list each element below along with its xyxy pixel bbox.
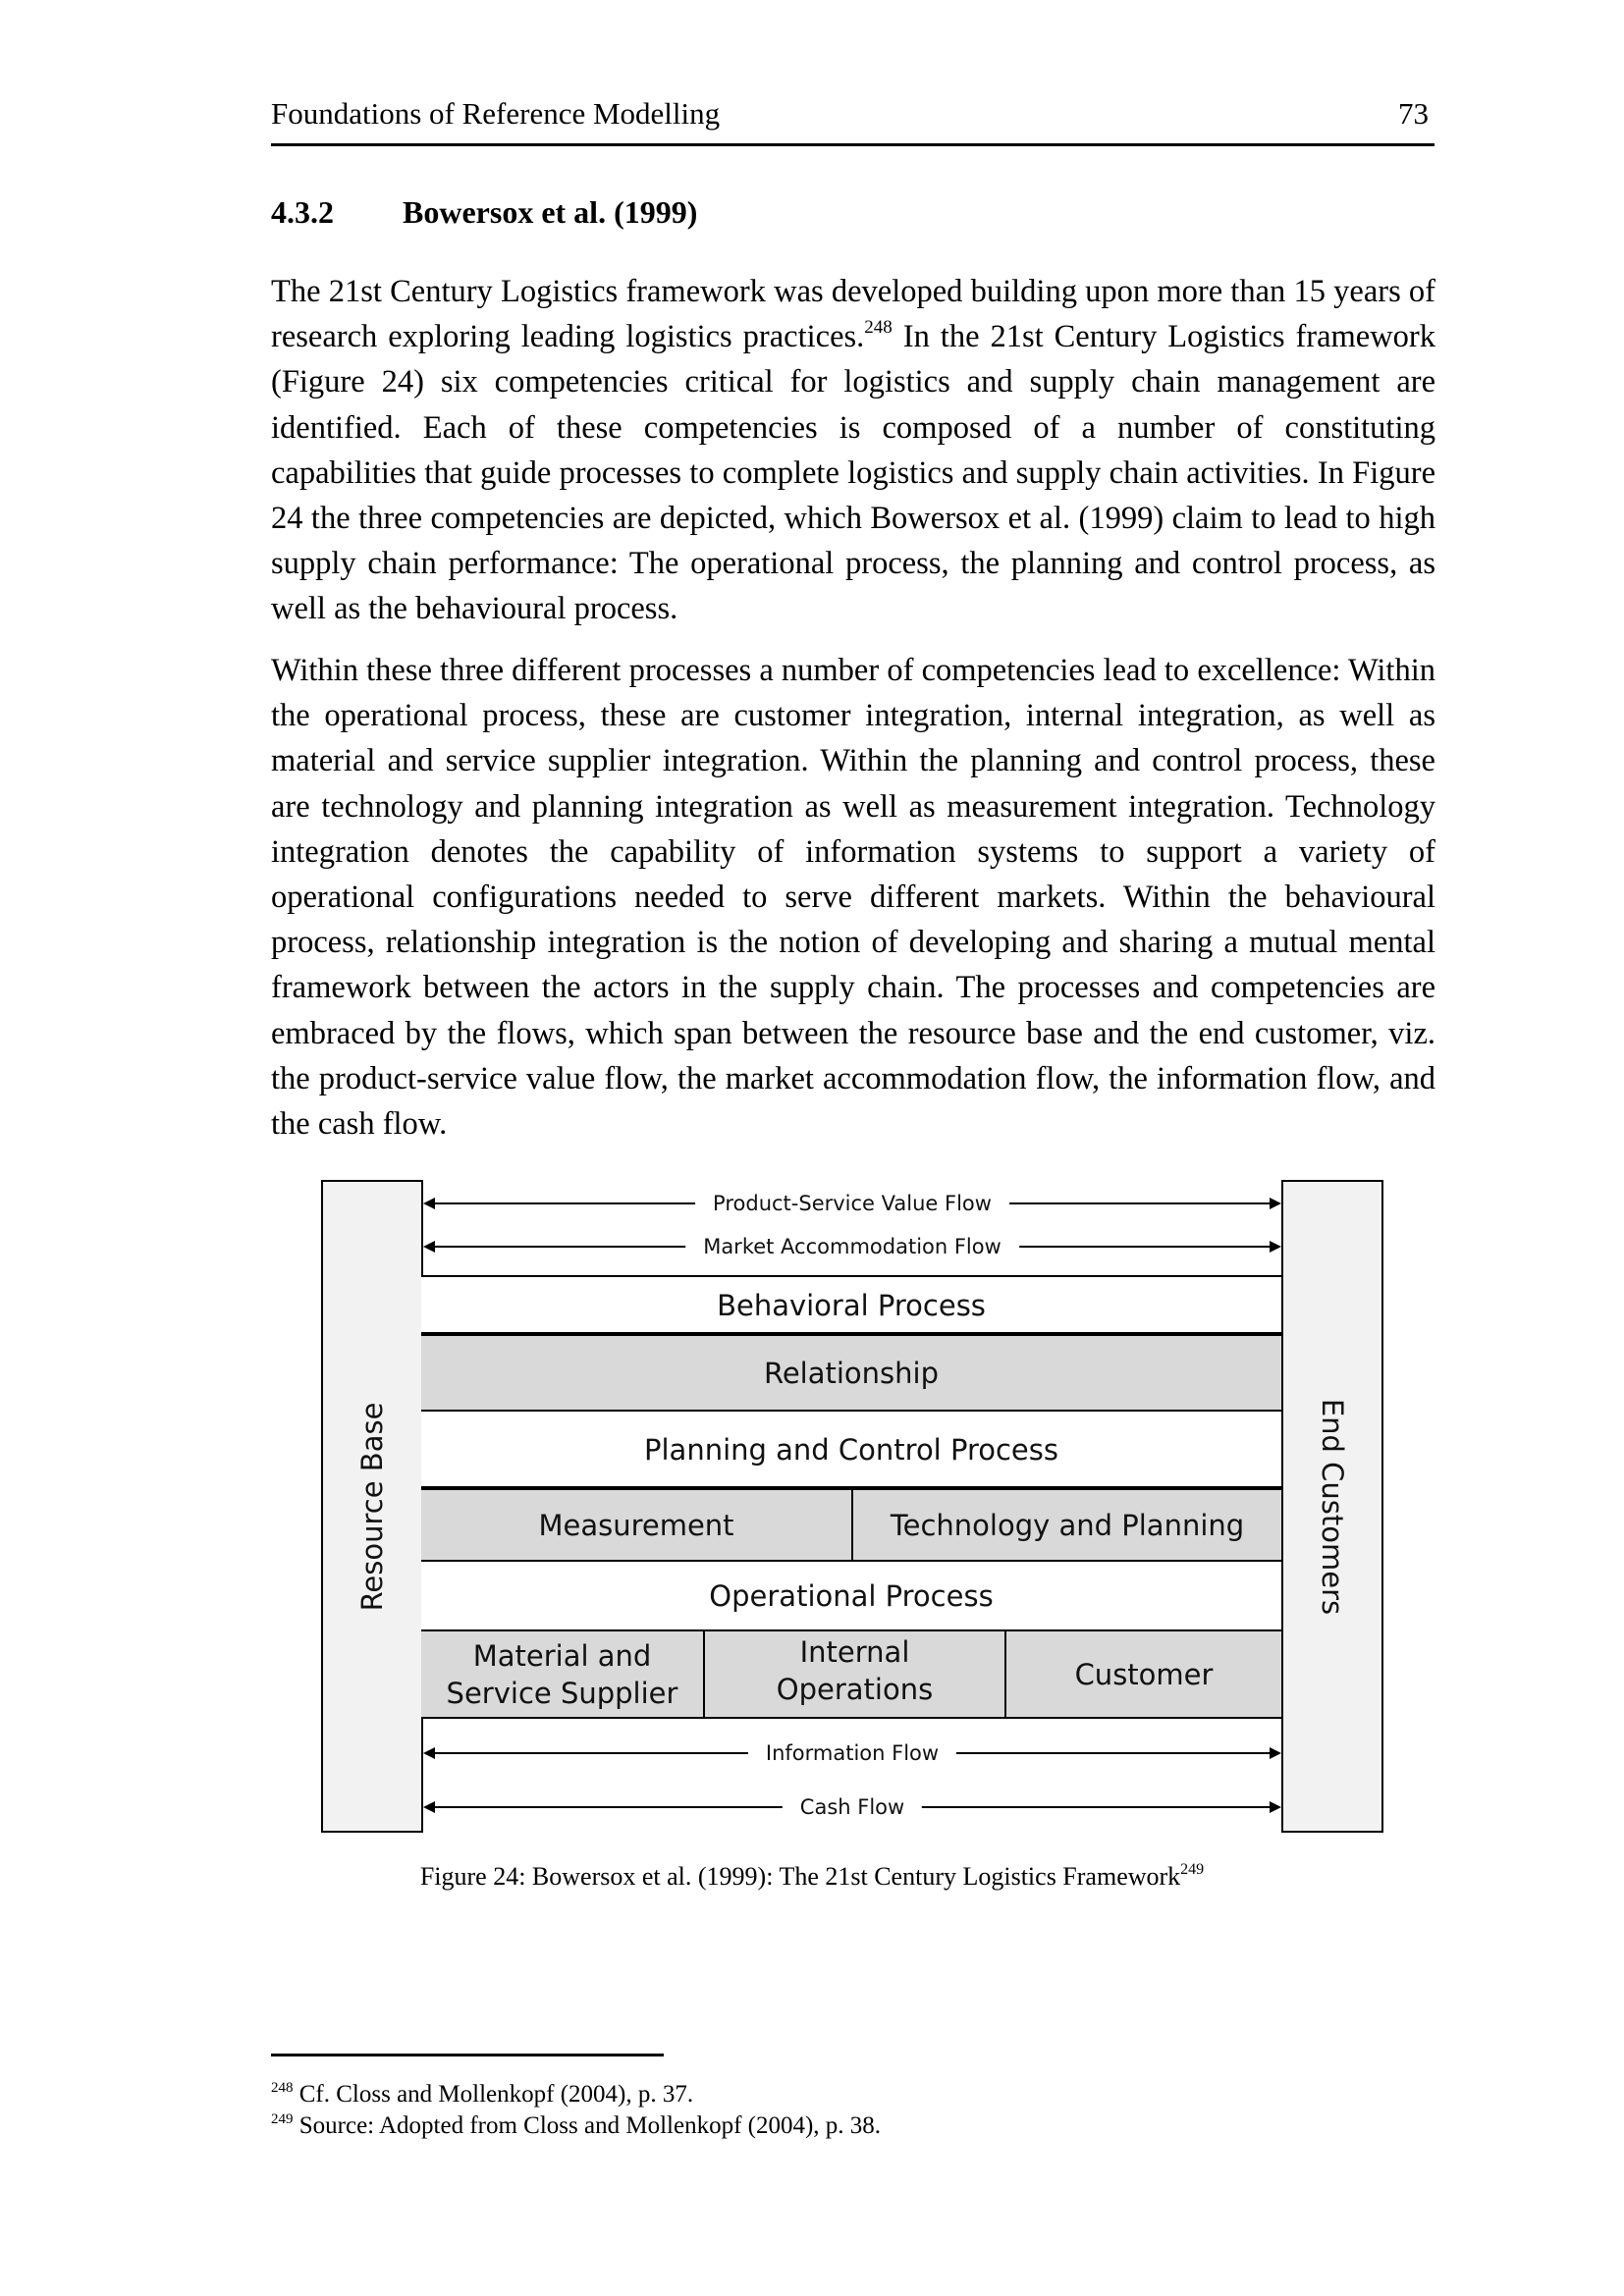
paragraph-text: The 21st Century Logistics framework was developed building upon more than 15 years of research exploring leading logistics practices. — [271, 274, 1435, 355]
flow-label: Information Flow — [748, 1738, 956, 1768]
section-title: Bowersox et al. (1999) — [403, 194, 698, 230]
logistics-framework-diagram — [321, 1180, 1383, 1833]
operational-process-label: Operational Process — [709, 1579, 994, 1613]
behavioral-process-label: Behavioral Process — [717, 1288, 986, 1322]
footnote-number: 249 — [271, 2111, 294, 2127]
internal-operations-cell — [703, 1631, 1004, 1717]
footnote-249 — [271, 2110, 881, 2142]
cash-flow — [423, 1792, 1281, 1822]
resource-base-bar — [321, 1180, 423, 1833]
internal-operations-line1: Internal — [799, 1635, 910, 1669]
relationship-label: Relationship — [763, 1357, 940, 1390]
flow-label: Market Accommodation Flow — [685, 1232, 1019, 1261]
footnote-248 — [271, 2079, 881, 2110]
arrow-right-icon — [1270, 1801, 1281, 1813]
internal-operations-line2: Operations — [776, 1673, 934, 1706]
operational-process-row — [421, 1560, 1281, 1630]
running-head — [271, 94, 1435, 133]
material-service-supplier-line1: Material and — [472, 1638, 652, 1673]
arrow-right-icon — [1270, 1198, 1281, 1209]
figure-caption-text: Figure 24: Bowersox et al. (1999): The 21st Century Logistics Framework — [419, 1862, 1181, 1891]
header-rule — [271, 143, 1435, 146]
figure-caption — [0, 1860, 1624, 1894]
footnote-number: 248 — [271, 2080, 294, 2096]
arrow-right-icon — [1270, 1241, 1281, 1253]
market-accommodation-flow — [423, 1232, 1281, 1261]
end-customers-label: End Customers — [1316, 1398, 1349, 1615]
resource-base-label: Resource Base — [355, 1402, 389, 1611]
relationship-row — [421, 1332, 1281, 1411]
paragraph-text: In the 21st Century Logistics framework (Figure 24) six competencies critical for logistics and supply chain management are identified. Each of these competencies is composed of a number of constituting capabilities that guide processes to complete logistics and supply chain activities. In Figure 24 the three competencies are depicted, which Bowersox et al. (1999) claim to lead to high supply chain performance: The operational process, the planning and control process, as well as the behavioural process. — [271, 319, 1436, 627]
section-number: 4.3.2 — [271, 194, 334, 230]
technology-planning-label: Technology and Planning — [890, 1509, 1245, 1542]
paragraph-1 — [271, 269, 1435, 632]
footnotes — [271, 2079, 881, 2142]
footnote-ref-249[interactable]: 249 — [1180, 1861, 1205, 1878]
measurement-label: Measurement — [538, 1509, 734, 1542]
planning-control-process-row — [421, 1410, 1281, 1488]
behavioral-process-row — [421, 1275, 1281, 1333]
footnote-text: Source: Adopted from Closs and Mollenkopf (2004), p. 38. — [293, 2112, 882, 2139]
measurement-cell — [421, 1490, 851, 1561]
material-service-supplier-line2: Service Supplier — [446, 1676, 678, 1710]
technology-planning-cell — [851, 1490, 1281, 1561]
operational-competencies-row — [421, 1629, 1281, 1719]
running-head-title: Foundations of Reference Modelling — [271, 96, 721, 131]
page-number: 73 — [1398, 96, 1429, 131]
customer-cell — [1004, 1631, 1281, 1717]
end-customers-bar — [1281, 1180, 1383, 1833]
arrow-right-icon — [1270, 1747, 1281, 1759]
product-service-value-flow — [423, 1189, 1281, 1218]
footnote-text: Cf. Closs and Mollenkopf (2004), p. 37. — [293, 2081, 694, 2108]
material-service-supplier-cell — [421, 1631, 703, 1717]
planning-control-process-label: Planning and Control Process — [644, 1433, 1058, 1467]
footnote-rule — [271, 2054, 664, 2056]
footnote-ref-248[interactable]: 248 — [864, 317, 893, 339]
flow-label: Product-Service Value Flow — [695, 1189, 1009, 1218]
information-flow — [423, 1738, 1281, 1768]
planning-competencies-row — [421, 1486, 1281, 1561]
paragraph-2: Within these three different processes a number of competencies lead to excellence: Within the operational process, these are customer integration, internal integration, as well as material and service supplier integration. Within the planning and control process, these are technology and planning integration as well as measurement integration. Technology integration denotes the capability of information systems to support a variety of operational configurations needed to serve different markets. Within the behavioural process, relationship integration is the notion of developing and sharing a mutual mental framework between the actors in the supply chain. The processes and competencies are embraced by the flows, which span between the resource base and the end customer, viz. the product-service value flow, the market accommodation flow, the information flow, and the cash flow. — [271, 653, 1435, 1143]
customer-label: Customer — [1074, 1657, 1214, 1691]
flow-label: Cash Flow — [783, 1792, 922, 1822]
